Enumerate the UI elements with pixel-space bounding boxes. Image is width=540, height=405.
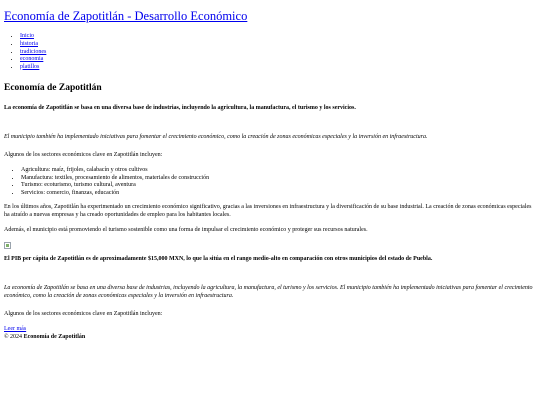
nav-item-inicio (20, 33, 536, 41)
nav-link-inicio[interactable]: Inicio (20, 33, 34, 40)
nav-item-platillos (20, 64, 536, 72)
read-more-link[interactable]: Leer más (4, 325, 27, 332)
site-footer (4, 326, 536, 342)
nav-item-tradiciones (20, 49, 536, 57)
main-nav (4, 33, 536, 71)
sector-item: • Servicios: comercio, finanzas, educación (21, 190, 536, 198)
sector-item: • Agricultura: maíz, frijoles, calabacín y otros cultivos (21, 167, 536, 175)
site-title-link[interactable]: Economía de Zapotitlán - Desarrollo Económico (4, 9, 248, 23)
sector-item: • Manufactura: textiles, procesamiento de alimentos, materiales de construcción (21, 175, 536, 183)
sectors-intro-repeat: Algunos de los sectores económicos clave en Zapotitlán incluyen: (4, 311, 163, 318)
sectors-intro: Algunos de los sectores económicos clave en Zapotitlán incluyen: (4, 152, 163, 159)
copyright (4, 334, 536, 342)
sectors-list (4, 167, 536, 197)
broken-image (4, 242, 536, 256)
section-heading: Economía de Zapotitlán (4, 83, 102, 94)
nav-link-economia[interactable]: economia (20, 56, 44, 63)
nav-list (4, 33, 536, 71)
copyright-prefix: © 2024 (4, 333, 23, 340)
main-content (4, 82, 536, 318)
growth-paragraph: En los últimos años, Zapotitlán ha experimentado un crecimiento económico significativo, gracias a las inversiones en infraestructura y la diversificación de su base industrial. La creación de zonas económicas especiales ha atraído a nuevas empresas y ha creado oportunidades de empleo para los habitantes locales. (4, 204, 532, 219)
pib-paragraph: El PIB per cápita de Zapotitlán es de aproximadamente $15,000 MXN, lo que la sitúa en el rango medio-alto en comparación con otros municipios del estado de Puebla. (4, 255, 433, 262)
broken-image-icon (4, 242, 11, 249)
nav-item-economia (20, 56, 536, 64)
nav-item-historia (20, 41, 536, 49)
nav-link-historia[interactable]: historia (20, 40, 38, 47)
copyright-name: Economía de Zapotitlán (23, 333, 86, 340)
site-title (4, 9, 536, 23)
site-header (4, 9, 536, 71)
nav-link-tradiciones[interactable]: tradiciones (20, 48, 47, 55)
tourism-paragraph: Además, el municipio está promoviendo el turismo sostenible como una forma de impulsar el crecimiento económico y proteger sus recursos naturales. (4, 227, 368, 234)
summary-italic-paragraph: La economía de Zapotitlán se basa en una diversa base de industrias, incluyendo la agricultura, la manufactura, el turismo y los servicios. El municipio también ha implementado iniciativas para fomentar el crecimiento económico, como la creación de zonas económicas especiales y la inversión en infraestructura. (4, 285, 533, 300)
intro-italic-paragraph: El municipio también ha implementado iniciativas para fomentar el crecimiento económico, como la creación de zonas económicas especiales y la inversión en infraestructura. (4, 134, 428, 141)
intro-bold-paragraph: La economía de Zapotitlán se basa en una diversa base de industrias, incluyendo la agricultura, la manufactura, el turismo y los servicios. (4, 104, 356, 111)
nav-link-platillos[interactable]: platillos (20, 63, 40, 70)
sector-item: • Turismo: ecoturismo, turismo cultural, aventura (21, 182, 536, 190)
